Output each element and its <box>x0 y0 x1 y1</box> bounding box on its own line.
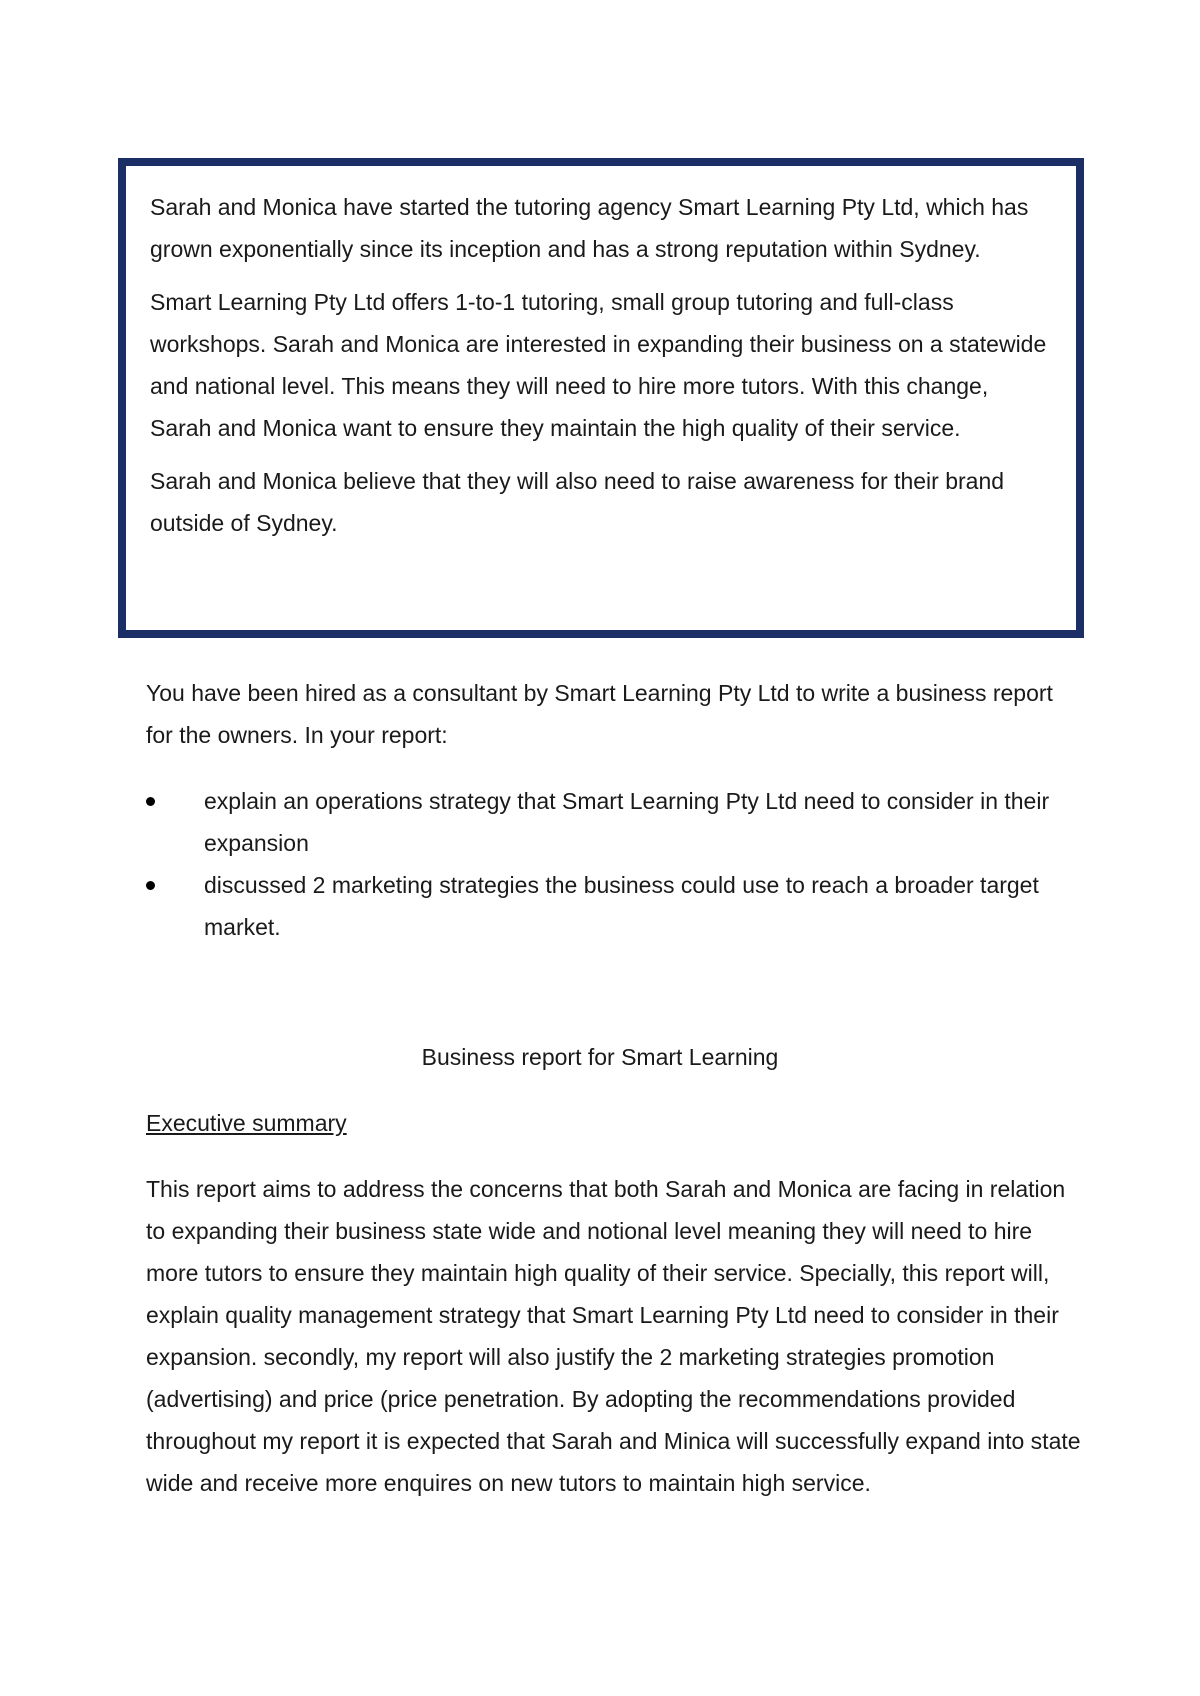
case-study-paragraph-1: Sarah and Monica have started the tutoring agency Smart Learning Pty Ltd, which has grown exponentially since its inception and has a strong reputation within Sydney. <box>150 194 1029 262</box>
case-study-paragraph-3: Sarah and Monica believe that they will also need to raise awareness for their brand outside of Sydney. <box>150 468 1005 536</box>
bullet-icon <box>146 881 155 890</box>
task-list-item <box>146 780 1076 864</box>
task-item-text: discussed 2 marketing strategies the business could use to reach a broader target market. <box>204 872 1039 940</box>
report-title: Business report for Smart Learning <box>421 1044 779 1070</box>
case-study-box <box>118 158 1084 638</box>
task-list <box>146 780 1076 948</box>
task-item-text: explain an operations strategy that Smart Learning Pty Ltd need to consider in their expansion <box>204 788 1050 856</box>
task-intro: You have been hired as a consultant by Smart Learning Pty Ltd to write a business report for the owners. In your report: <box>146 680 1053 748</box>
bullet-icon <box>146 797 155 806</box>
executive-summary-body: This report aims to address the concerns that both Sarah and Monica are facing in relation to expanding their business state wide and notional level meaning they will need to hire more tutors to ensure they maintain high quality of their service. Specially, this report will, explain quality management strategy that Smart Learning Pty Ltd need to consider in their expansion. secondly, my report will also justify the 2 marketing strategies promotion (advertising) and price (price penetration. By adopting the recommendations provided throughout my report it is expected that Sarah and Minica will successfully expand into state wide and receive more enquires on new tutors to maintain high service. <box>146 1176 1081 1496</box>
case-study-paragraph-2: Smart Learning Pty Ltd offers 1-to-1 tutoring, small group tutoring and full-class workshops. Sarah and Monica are interested in expanding their business on a statewide and national level. This means they will need to hire more tutors. With this change, Sarah and Monica want to ensure they maintain the high quality of their service. <box>150 289 1047 441</box>
task-list-item <box>146 864 1076 948</box>
executive-summary-heading: Executive summary <box>146 1110 347 1136</box>
